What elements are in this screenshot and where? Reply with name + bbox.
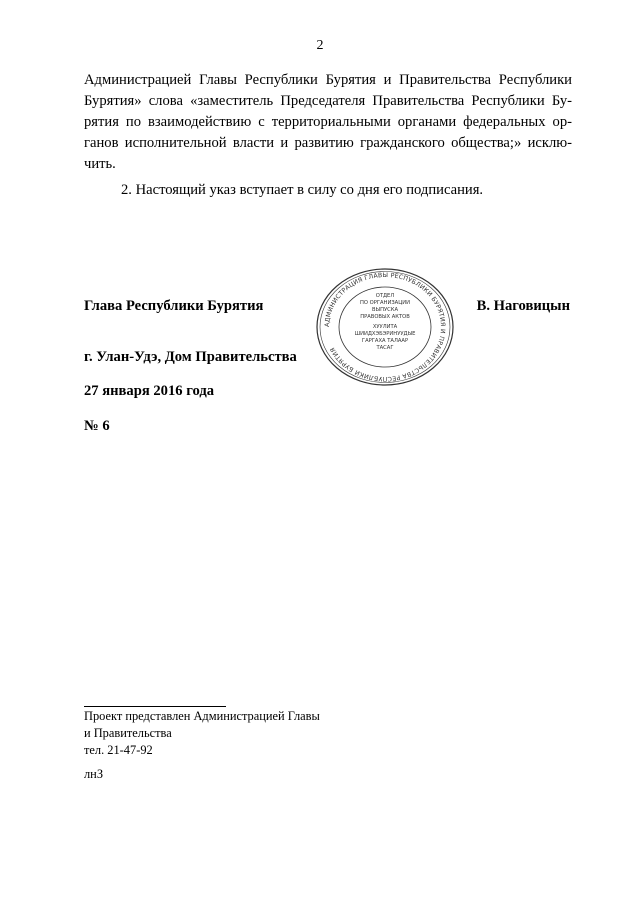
page-number: 2: [316, 38, 324, 53]
paragraph-line: чить.: [84, 156, 116, 172]
seal-inner-line: ВЫПУСКА: [371, 307, 399, 313]
seal-inner-line: ТАСАГ: [376, 345, 394, 351]
paragraph-line: рятия по взаимодействию с территориальными органами федеральных ор-: [84, 114, 572, 130]
decree-number: № 6: [84, 418, 110, 434]
paragraph-line: Бурятия» слова «заместитель Председателя Правительства Республики Бу-: [84, 93, 572, 109]
seal-inner-line: ГАРГАХА ТАЛААР: [361, 338, 409, 344]
footnote-line: и Правительства: [84, 726, 172, 740]
footnote-divider: [84, 706, 226, 707]
paragraph-entry-into-force: 2. Настоящий указ вступает в силу со дня его подписания.: [121, 182, 484, 198]
paragraph-line: ганов исполнительной власти и развитию гражданского общества;» исклю-: [84, 135, 572, 151]
seal-ring-text: АДМИНИСТРАЦИЯ ГЛАВЫ РЕСПУБЛИКИ БУРЯТИЯ И ПРАВИТЕЛЬСТВА РЕСПУБЛИКИ БУРЯТИЯ: [323, 271, 447, 383]
executor-initials: лнЗ: [84, 767, 104, 781]
footnote-line: Проект представлен Администрацией Главы: [84, 709, 320, 723]
seal-inner-line: ОТДЕЛ: [375, 293, 395, 299]
paragraph-amendment: [84, 70, 572, 175]
footnote-line: тел. 21-47-92: [84, 743, 153, 757]
seal-inner-line: ПО ОРГАНИЗАЦИИ: [359, 300, 411, 306]
official-seal-stamp: [314, 266, 456, 388]
footnote: [84, 708, 320, 759]
paragraph-line: Администрацией Главы Республики Бурятия и Правительства Республики: [84, 72, 572, 88]
signing-date: 27 января 2016 года: [84, 383, 215, 399]
signatory-name: В. Наговицын: [476, 298, 570, 314]
seal-inner-line: ХУУЛИТА: [372, 324, 398, 330]
signatory-title: Глава Республики Бурятия: [84, 298, 264, 314]
seal-inner-line: ШИИДХЭБЭРИНУУДЫЕ: [354, 331, 416, 337]
signing-place: г. Улан-Удэ, Дом Правительства: [84, 349, 297, 365]
seal-inner-line: ПРАВОВЫХ АКТОВ: [360, 314, 410, 320]
